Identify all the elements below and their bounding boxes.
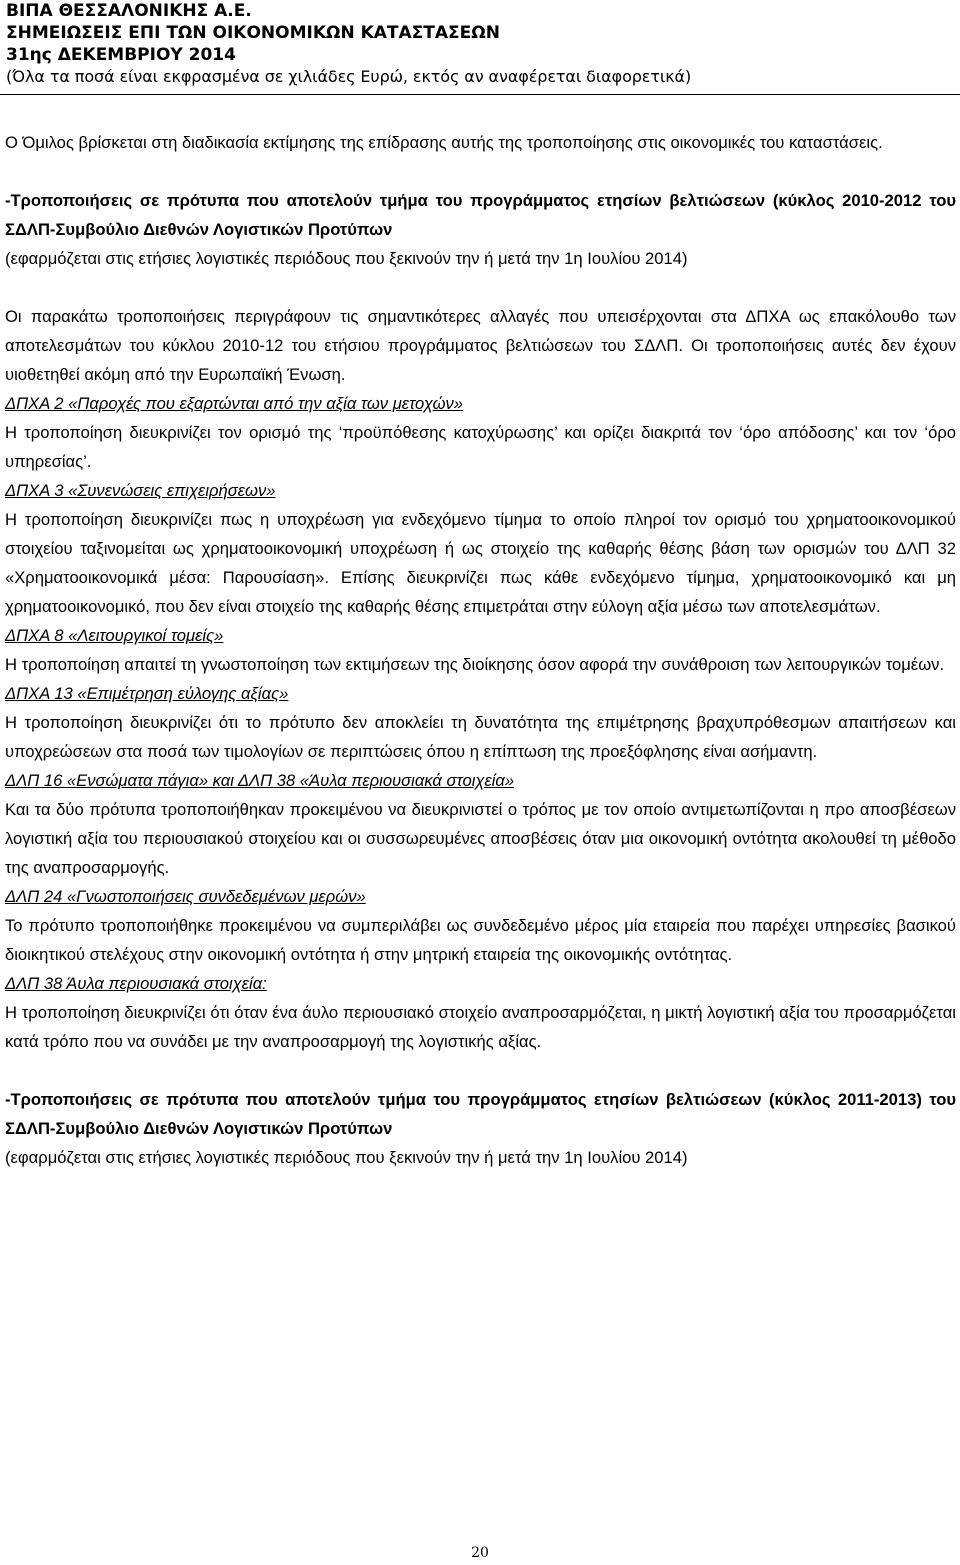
intro-paragraph: Ο Όμιλος βρίσκεται στη διαδικασία εκτίμησης της επίδρασης αυτής της τροποποίησης στις οικονομικές του καταστάσεις. bbox=[5, 133, 883, 152]
section-2-note: (εφαρμόζεται στις ετήσιες λογιστικές περιόδους που ξεκινούν την ή μετά την 1η Ιουλίου 2014) bbox=[5, 1148, 688, 1167]
item-title-text: ΔΠΧΑ 8 «Λειτουργικοί τομείς» bbox=[5, 626, 224, 645]
currency-note: (Όλα τα ποσά είναι εκφρασμένα σε χιλιάδες Ευρώ, εκτός αν αναφέρεται διαφορετικά) bbox=[6, 67, 692, 86]
item-text: Η τροποποίηση διευκρινίζει ότι το πρότυπο δεν αποκλείει τη δυνατότητα της επιμέτρησης βραχυπρόθεσμων απαιτήσεων και υποχρεώσεων στα ποσά των τιμολογίων σε περιπτώσεις όπου η επίπτωση της προεξόφλησης είναι ασήμαντη. bbox=[5, 713, 956, 761]
item-title bbox=[5, 679, 956, 708]
item-text: Η τροποποίηση διευκρινίζει πως η υποχρέωση για ενδεχόμενο τίμημα το οποίο πληροί τον ορισμό του χρηματοοικονομικού στοιχείου ταξινομείται ως χρηματοοικονομική υποχρέωση ή ως στοιχείο της καθαρής θέσης βάση των ορισμών του ΔΛΠ 32 «Χρηματοοικονομικά μέσα: Παρουσίαση». Επίσης διευκρινίζει πως κάθε ενδεχόμενο τίμημα, χρηματοοικονομικό και μη χρηματοοικονομικό, που δεν είναι στοιχείο της καθαρής θέσης επιμετράται στην εύλογη αξία μέσω των αποτελεσμάτων. bbox=[5, 510, 956, 616]
item-title bbox=[5, 969, 956, 998]
item-text: Και τα δύο πρότυπα τροποποιήθηκαν προκειμένου να διευκρινιστεί ο τρόπος με τον οποίο αντιμετωπίζονται η προ αποσβέσεων λογιστική αξία του περιουσιακού στοιχείου και οι συσσωρευμένες αποσβέσεις όταν μια οικονομική οντότητα ακολουθεί τη μέθοδο της αναπροσαρμογής. bbox=[5, 800, 956, 877]
item-text: Η τροποποίηση διευκρινίζει τον ορισμό της ‘προϋπόθεσης κατοχύρωσης’ και ορίζει διακριτά τον ‘όρο απόδοσης’ και τον ‘όρο υπηρεσίας’. bbox=[5, 423, 956, 471]
item-text: Η τροποποίηση διευκρινίζει ότι όταν ένα άυλο περιουσιακό στοιχείο αναπροσαρμόζεται, η μικτή λογιστική αξία του προσαρμόζεται κατά τρόπο που να συνάδει με την αναπροσαρμογή της λογιστικής αξίας. bbox=[5, 1003, 956, 1051]
document-title: ΣΗΜΕΙΩΣΕΙΣ ΕΠΙ ΤΩΝ ΟΙΚΟΝΟΜΙΚΩΝ ΚΑΤΑΣΤΑΣΕΩΝ bbox=[6, 23, 500, 43]
page-number: 20 bbox=[471, 1545, 489, 1561]
section-1-heading: -Τροποποιήσεις σε πρότυπα που αποτελούν τμήμα του προγράμματος ετησίων βελτιώσεων (κύκλος 2010-2012 του ΣΔΛΠ-Συμβούλιο Διεθνών Λογιστικών Προτύπων bbox=[5, 191, 956, 239]
item-title-text: ΔΠΧΑ 13 «Επιμέτρηση εύλογης αξίας» bbox=[5, 684, 289, 703]
item-title bbox=[5, 621, 956, 650]
item-title bbox=[5, 766, 956, 795]
document-date: 31ης ΔΕΚΕΜΒΡΙΟΥ 2014 bbox=[6, 45, 236, 65]
item-title-text: ΔΠΧΑ 3 «Συνενώσεις επιχειρήσεων» bbox=[5, 481, 276, 500]
item-title-text: ΔΛΠ 24 «Γνωστοποιήσεις συνδεδεμένων μερών» bbox=[5, 887, 366, 906]
document-header bbox=[6, 0, 691, 88]
header-divider bbox=[0, 94, 960, 95]
item-title bbox=[5, 882, 956, 911]
item-title bbox=[5, 389, 956, 418]
section-2-heading: -Τροποποιήσεις σε πρότυπα που αποτελούν τμήμα του προγράμματος ετησίων βελτιώσεων (κύκλος 2011-2013) του ΣΔΛΠ-Συμβούλιο Διεθνών Λογιστικών Προτύπων bbox=[5, 1090, 956, 1138]
item-title-text: ΔΛΠ 38 Άυλα περιουσιακά στοιχεία: bbox=[5, 974, 267, 993]
item-text: Η τροποποίηση απαιτεί τη γνωστοποίηση των εκτιμήσεων της διοίκησης όσον αφορά την συνάθροιση των λειτουργικών τομέων. bbox=[5, 655, 945, 674]
item-title-text: ΔΠΧΑ 2 «Παροχές που εξαρτώνται από την αξία των μετοχών» bbox=[5, 394, 464, 413]
section-1-text: Οι παρακάτω τροποποιήσεις περιγράφουν τις σημαντικότερες αλλαγές που υπεισέρχονται στα ΔΠΧΑ ως επακόλουθο των αποτελεσμάτων του κύκλου 2010-12 του ετήσιου προγράμματος βελτιώσεων του ΣΔΛΠ. Οι τροποποιήσεις αυτές δεν έχουν υιοθετηθεί ακόμη από την Ευρωπαϊκή Ένωση. bbox=[5, 307, 956, 384]
company-name: ΒΙΠΑ ΘΕΣΣΑΛΟΝΙΚΗΣ Α.Ε. bbox=[6, 1, 252, 21]
item-title-text: ΔΛΠ 16 «Ενσώματα πάγια» και ΔΛΠ 38 «Άυλα περιουσιακά στοιχεία» bbox=[5, 771, 515, 790]
document-body bbox=[5, 128, 956, 1172]
section-1-note: (εφαρμόζεται στις ετήσιες λογιστικές περιόδους που ξεκινούν την ή μετά την 1η Ιουλίου 2014) bbox=[5, 249, 688, 268]
item-title bbox=[5, 476, 956, 505]
item-text: Το πρότυπο τροποποιήθηκε προκειμένου να συμπεριλάβει ως συνδεδεμένο μέρος μία εταιρεία που παρέχει υπηρεσίες βασικού διοικητικού στελέχους στην οικονομική οντότητα ή στην μητρική εταιρεία της οικονομικής οντότητας. bbox=[5, 916, 956, 964]
